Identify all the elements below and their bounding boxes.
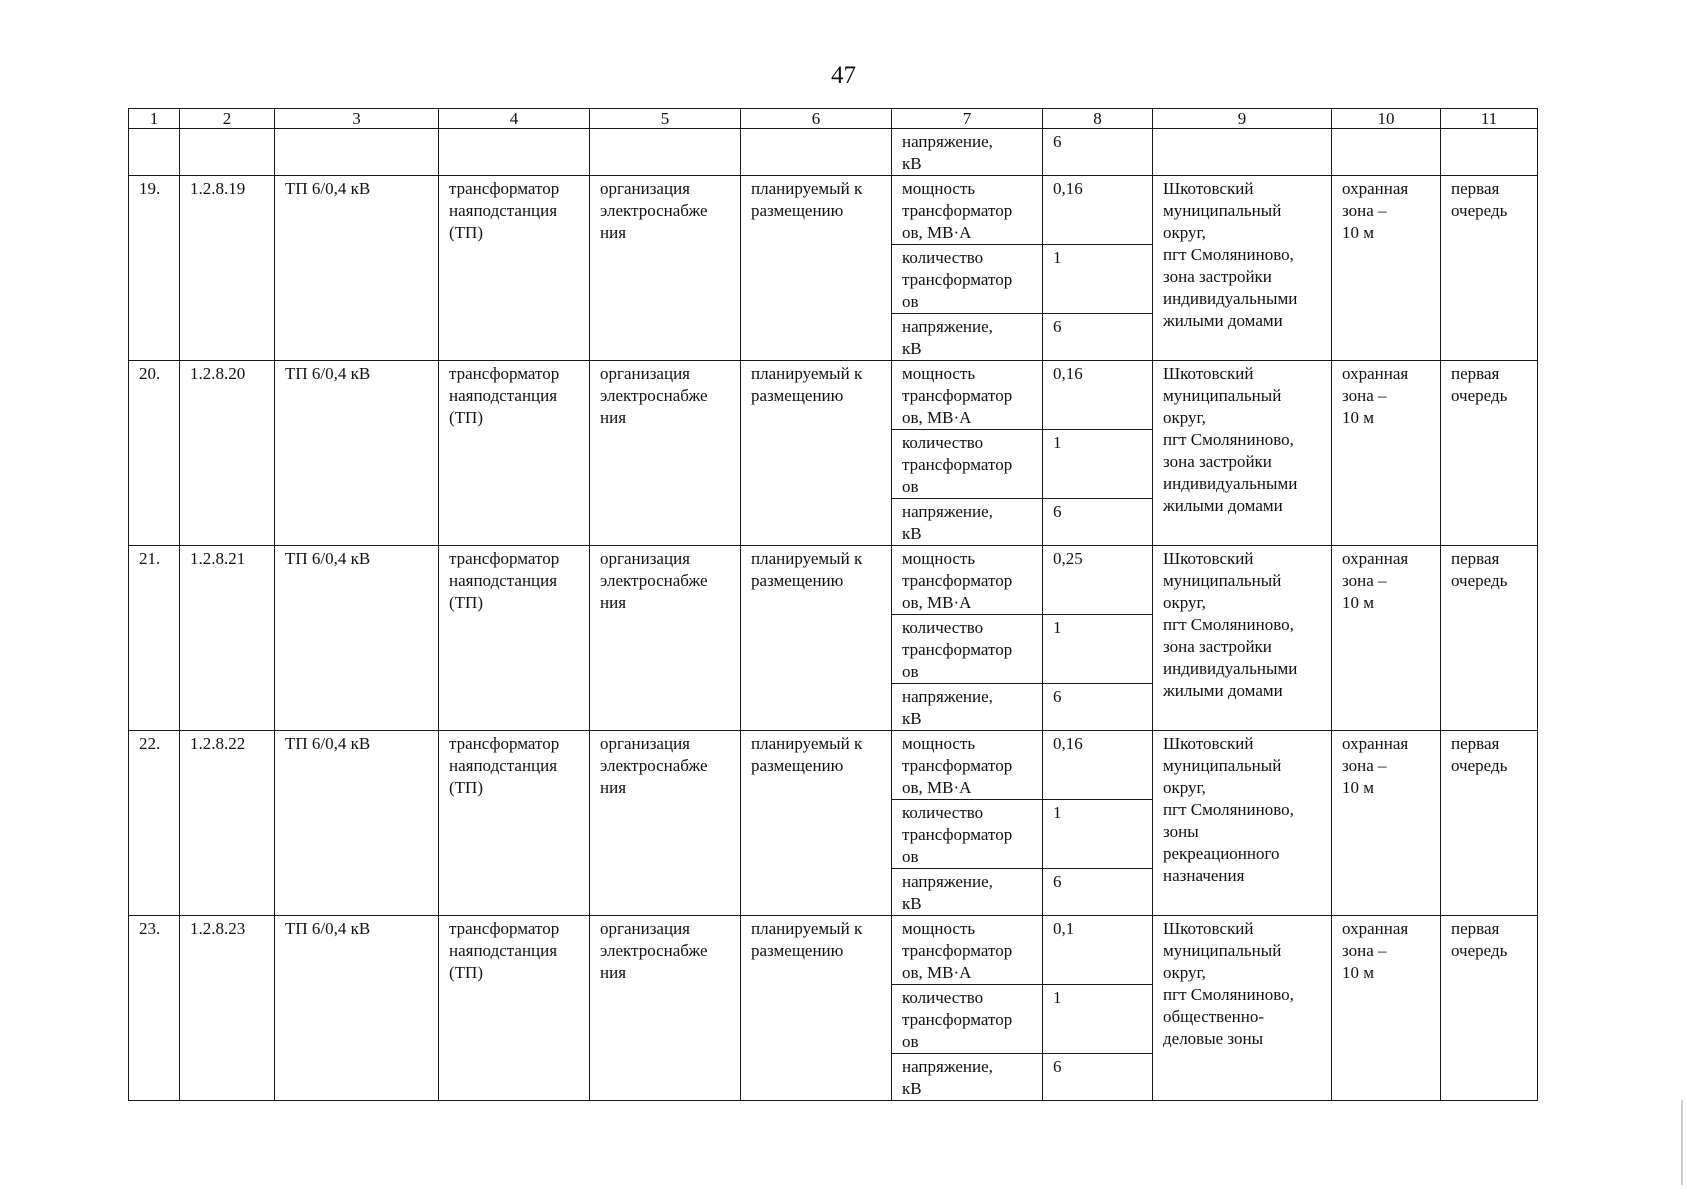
empty-cell — [1332, 129, 1441, 176]
param-value: 0,1 — [1043, 916, 1153, 985]
protection-zone: охранная зона – 10 м — [1332, 916, 1441, 1101]
column-number-header: 11 — [1441, 109, 1538, 129]
construction-queue: первая очередь — [1441, 361, 1538, 546]
param-label: напряжение, кВ — [892, 129, 1043, 176]
object-location: Шкотовский муниципальный округ, пгт Смоляниново, зона застройки индивидуальными жилыми домами — [1153, 546, 1332, 731]
object-name: ТП 6/0,4 кВ — [275, 361, 439, 546]
param-value: 6 — [1043, 499, 1153, 546]
param-label: количество трансформатор ов — [892, 985, 1043, 1054]
param-value: 0,16 — [1043, 731, 1153, 800]
param-label: количество трансформатор ов — [892, 245, 1043, 314]
continuation-row — [129, 129, 1538, 176]
facilities-table — [128, 108, 1538, 1101]
column-number-header: 2 — [180, 109, 275, 129]
param-value: 0,16 — [1043, 361, 1153, 430]
object-purpose: организация электроснабже ния — [590, 546, 741, 731]
param-label: мощность трансформатор ов, МВ·А — [892, 731, 1043, 800]
param-label: мощность трансформатор ов, МВ·А — [892, 361, 1043, 430]
object-code: 1.2.8.21 — [180, 546, 275, 731]
param-label: напряжение, кВ — [892, 869, 1043, 916]
empty-cell — [129, 129, 180, 176]
object-status: планируемый к размещению — [741, 546, 892, 731]
row-number: 22. — [129, 731, 180, 916]
row-number: 19. — [129, 176, 180, 361]
page-number: 47 — [831, 62, 856, 89]
protection-zone: охранная зона – 10 м — [1332, 176, 1441, 361]
object-status: планируемый к размещению — [741, 361, 892, 546]
object-code: 1.2.8.22 — [180, 731, 275, 916]
column-number-header: 8 — [1043, 109, 1153, 129]
object-name: ТП 6/0,4 кВ — [275, 731, 439, 916]
object-location: Шкотовский муниципальный округ, пгт Смоляниново, зоны рекреационного назначения — [1153, 731, 1332, 916]
object-location: Шкотовский муниципальный округ, пгт Смоляниново, общественно- деловые зоны — [1153, 916, 1332, 1101]
param-value: 6 — [1043, 869, 1153, 916]
facility-row — [129, 546, 1538, 615]
param-label: напряжение, кВ — [892, 684, 1043, 731]
column-number-header: 6 — [741, 109, 892, 129]
param-value: 1 — [1043, 800, 1153, 869]
empty-cell — [1153, 129, 1332, 176]
object-type: трансформатор наяподстанция (ТП) — [439, 176, 590, 361]
row-number: 20. — [129, 361, 180, 546]
column-number-header: 9 — [1153, 109, 1332, 129]
row-number: 23. — [129, 916, 180, 1101]
param-label: количество трансформатор ов — [892, 615, 1043, 684]
row-number: 21. — [129, 546, 180, 731]
object-type: трансформатор наяподстанция (ТП) — [439, 731, 590, 916]
object-location: Шкотовский муниципальный округ, пгт Смоляниново, зона застройки индивидуальными жилыми домами — [1153, 176, 1332, 361]
param-value: 0,25 — [1043, 546, 1153, 615]
object-type: трансформатор наяподстанция (ТП) — [439, 361, 590, 546]
object-status: планируемый к размещению — [741, 731, 892, 916]
object-purpose: организация электроснабже ния — [590, 916, 741, 1101]
construction-queue: первая очередь — [1441, 916, 1538, 1101]
param-value: 0,16 — [1043, 176, 1153, 245]
empty-cell — [180, 129, 275, 176]
empty-cell — [590, 129, 741, 176]
column-number-header: 7 — [892, 109, 1043, 129]
column-number-header: 4 — [439, 109, 590, 129]
object-status: планируемый к размещению — [741, 916, 892, 1101]
param-value: 6 — [1043, 684, 1153, 731]
param-label: количество трансформатор ов — [892, 800, 1043, 869]
param-label: количество трансформатор ов — [892, 430, 1043, 499]
empty-cell — [741, 129, 892, 176]
column-number-header: 5 — [590, 109, 741, 129]
object-code: 1.2.8.20 — [180, 361, 275, 546]
object-purpose: организация электроснабже ния — [590, 176, 741, 361]
object-name: ТП 6/0,4 кВ — [275, 916, 439, 1101]
column-number-header: 3 — [275, 109, 439, 129]
object-purpose: организация электроснабже ния — [590, 361, 741, 546]
param-value: 6 — [1043, 1054, 1153, 1101]
object-name: ТП 6/0,4 кВ — [275, 176, 439, 361]
param-value: 1 — [1043, 430, 1153, 499]
param-value: 1 — [1043, 245, 1153, 314]
param-label: напряжение, кВ — [892, 1054, 1043, 1101]
empty-cell — [1441, 129, 1538, 176]
protection-zone: охранная зона – 10 м — [1332, 361, 1441, 546]
object-status: планируемый к размещению — [741, 176, 892, 361]
param-label: напряжение, кВ — [892, 314, 1043, 361]
param-label: напряжение, кВ — [892, 499, 1043, 546]
construction-queue: первая очередь — [1441, 546, 1538, 731]
param-value: 1 — [1043, 615, 1153, 684]
object-name: ТП 6/0,4 кВ — [275, 546, 439, 731]
param-value: 6 — [1043, 129, 1153, 176]
object-type: трансформатор наяподстанция (ТП) — [439, 546, 590, 731]
object-location: Шкотовский муниципальный округ, пгт Смоляниново, зона застройки индивидуальными жилыми домами — [1153, 361, 1332, 546]
facility-row — [129, 361, 1538, 430]
facility-row — [129, 916, 1538, 985]
facility-row — [129, 176, 1538, 245]
param-label: мощность трансформатор ов, МВ·А — [892, 546, 1043, 615]
empty-cell — [275, 129, 439, 176]
protection-zone: охранная зона – 10 м — [1332, 731, 1441, 916]
column-number-header-row — [129, 109, 1538, 129]
protection-zone: охранная зона – 10 м — [1332, 546, 1441, 731]
object-code: 1.2.8.23 — [180, 916, 275, 1101]
column-number-header: 1 — [129, 109, 180, 129]
object-type: трансформатор наяподстанция (ТП) — [439, 916, 590, 1101]
param-label: мощность трансформатор ов, МВ·А — [892, 916, 1043, 985]
object-purpose: организация электроснабже ния — [590, 731, 741, 916]
param-label: мощность трансформатор ов, МВ·А — [892, 176, 1043, 245]
empty-cell — [439, 129, 590, 176]
param-value: 6 — [1043, 314, 1153, 361]
object-code: 1.2.8.19 — [180, 176, 275, 361]
construction-queue: первая очередь — [1441, 731, 1538, 916]
column-number-header: 10 — [1332, 109, 1441, 129]
facility-row — [129, 731, 1538, 800]
scan-edge-mark — [1681, 1100, 1683, 1185]
param-value: 1 — [1043, 985, 1153, 1054]
construction-queue: первая очередь — [1441, 176, 1538, 361]
